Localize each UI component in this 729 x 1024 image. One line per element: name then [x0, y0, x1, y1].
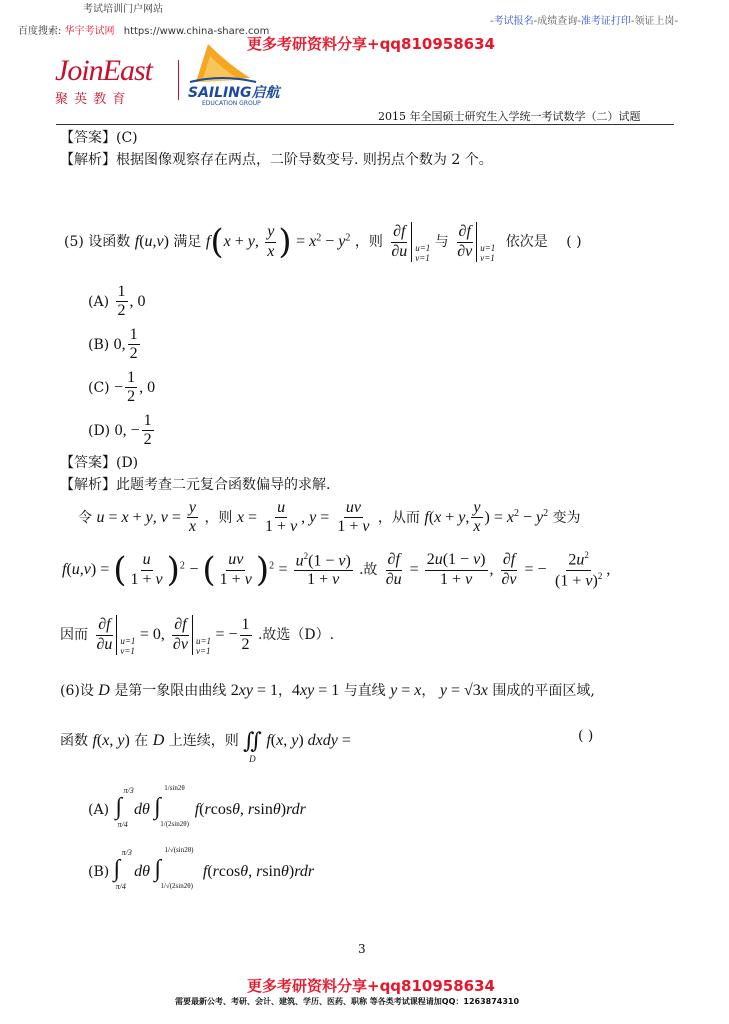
q5-analysis — [60, 474, 330, 494]
sailing-logo-text: SAILING — [188, 85, 252, 101]
q5-analysis-text: 此题考查二元复合函数偏导的求解. — [116, 477, 331, 493]
q6-stem-c: 与直线 — [343, 683, 386, 699]
q5-bracket: ( ) — [566, 234, 582, 250]
joineast-logo-text: JoinEast — [55, 54, 152, 87]
q6-bracket: ( ) — [578, 728, 594, 744]
q5-analysis-label: 【解析】 — [60, 477, 116, 493]
q5-option-d: (D) 0, − $\frac{1}{2}$ — [88, 412, 152, 449]
q5-therefore: 因而 — [60, 627, 88, 643]
promo-top: 更多考研资料分享+qq810958634 — [247, 35, 495, 53]
q5-num: (5) — [64, 234, 84, 250]
sailing-logo-cn: 启航 — [251, 85, 280, 101]
search-line — [18, 22, 269, 37]
q5-hence: 故 — [363, 562, 378, 579]
q6-stem-b: 是第一象限由曲线 — [114, 683, 227, 699]
sailing-logo-sub: EDUCATION GROUP — [202, 100, 261, 107]
q5-stem-d: 与 — [434, 234, 449, 250]
q5-stem: (5) 设函数 f(u,v) 满足 f(x + y, $\frac{y}{x}$ ) = $x^2 - y^2$ ，则 $\frac{\partial f}{\partial u}$ u=1 v=1 与 $\frac{\partial f}{\partial v}$ u=1 v=1 依次是 ( ) — [64, 222, 582, 263]
top-link-admission[interactable]: 准考证打印 — [580, 16, 631, 27]
top-link-register[interactable]: 考试报名 — [493, 16, 534, 27]
q6-stem-g: 上连续，则 — [168, 733, 239, 749]
header-rule — [56, 124, 674, 125]
q6-option-b-label: (B) — [88, 864, 110, 880]
q6-option-a: (A) ∫ π/3 π/4 dθ ∫ 1/sin2θ 1/(2sin2θ) f(rcosθ, rsinθ)rdr — [88, 784, 306, 829]
q5-answer: 【答案】(D) — [60, 455, 139, 471]
q5-option-a: (A) $\frac{1}{2}$ , 0 — [88, 283, 146, 320]
q6-stem-line1: (6)设 D 是第一象限由曲线 2xy = 1，4xy = 1 与直线 y = x， y = √3x 围成的平面区域, — [60, 682, 595, 699]
q5-stem-a: 设函数 — [88, 234, 131, 250]
q5-substitution: 令 u = x + y, v = $\frac{y}{x}$ ，则 x = $\frac{u}{1 + v}$ , y = $\frac{uv}{1 + v}$ ，从而 f(x + y, $\frac{y}{x}$ ) = $x^2 - y^2$ 变为 — [78, 499, 581, 536]
q6-option-a-label: (A) — [88, 802, 110, 818]
q5-conclusion: 因而 $\frac{\partial f}{\partial u}$ u=1 v=1 = 0, $\frac{\partial f}{\partial v}$ u=1 v=1 = − $\frac{1}{2}$ .故选（D）. — [60, 616, 335, 656]
q5-stem-b: 满足 — [173, 234, 202, 250]
q6-option-b: (B) ∫ π/3 π/4 dθ ∫ 1/√(sin2θ) 1/√(2sin2θ) f(rcosθ, rsinθ)rdr — [88, 846, 315, 891]
site-url-link[interactable]: https://www.china-share.com — [123, 26, 270, 37]
q5-let: 令 — [78, 509, 92, 526]
portal-label: 考试培训门户网站 — [83, 4, 163, 15]
q5-option-b-label: (B) — [88, 336, 110, 353]
q5-option-c: (C) − $\frac{1}{2}$ , 0 — [88, 369, 156, 406]
q6-stem-e: 函数 — [60, 733, 88, 749]
exam-title: 2015 年全国硕士研究生入学统一考试数学（二）试题 — [378, 110, 641, 123]
q4-analysis — [60, 149, 493, 169]
q5-fuv-expression: f(u,v) = ( $\frac{u}{1 + v}$ )$^2$ − ( $\frac{uv}{1 + v}$ )$^2$ = $\frac{u^2(1 - v)}{1 + v}$ .故 $\frac{\partial f}{\partial u}$ = $\frac{2u(1 - v)}{1 + v}$ , $\frac{\partial f}{\partial v}$ = − $\frac{2u^2}{(1 + v)^2}$ , — [62, 550, 611, 591]
page-number: 3 — [358, 942, 366, 956]
q4-analysis-label: 【解析】 — [60, 152, 116, 168]
sailing-logo — [188, 44, 298, 106]
sail-icon — [188, 44, 258, 84]
promo-bottom: 更多考研资料分享+qq810958634 — [247, 977, 495, 995]
top-link-scores[interactable]: 成绩查询 — [537, 16, 578, 27]
q5-from: ，从而 — [377, 509, 420, 526]
q4-analysis-text: 根据图像观察存在两点，二阶导数变号. 则拐点个数为 2 个。 — [116, 152, 493, 168]
q5-choose: .故选（D）. — [257, 627, 335, 643]
q6-stem-line2: 函数 f(x, y) 在 D 上连续，则 ∬ D f(x, y) dxdy = ( ) — [60, 728, 594, 764]
logo-divider — [178, 60, 179, 100]
q5-then: ，则 — [204, 509, 233, 526]
q5-option-c-label: (C) — [88, 379, 110, 396]
joineast-logo-cn: 聚 英 教 育 — [55, 92, 127, 107]
q5-becomes: 变为 — [552, 509, 581, 526]
search-term-link[interactable]: 华宇考试网 — [64, 26, 115, 37]
q6-stem-a: 设 — [79, 683, 94, 699]
search-label: 百度搜索: — [18, 26, 62, 37]
q5-option-a-label: (A) — [88, 293, 110, 310]
top-links: -考试报名-成绩查询-准考证打印-领证上岗- — [490, 16, 679, 27]
q5-option-b: (B) 0, $\frac{1}{2}$ — [88, 326, 138, 363]
q6-num: (6) — [60, 683, 80, 699]
footer-note: 需要最新公考、考研、会计、建筑、学历、医药、职称 等各类考试课程请加QQ：1263874310 — [175, 997, 520, 1006]
joineast-logo — [55, 56, 175, 107]
q6-stem-d: 围成的平面区域, — [492, 683, 595, 699]
q5-option-d-label: (D) — [88, 422, 111, 439]
q4-answer: 【答案】(C) — [60, 130, 138, 146]
q6-stem-f: 在 — [134, 733, 149, 749]
q5-stem-c: ，则 — [354, 234, 383, 250]
q5-stem-e: 依次是 — [505, 234, 548, 250]
top-link-certificate[interactable]: 领证上岗 — [634, 16, 675, 27]
